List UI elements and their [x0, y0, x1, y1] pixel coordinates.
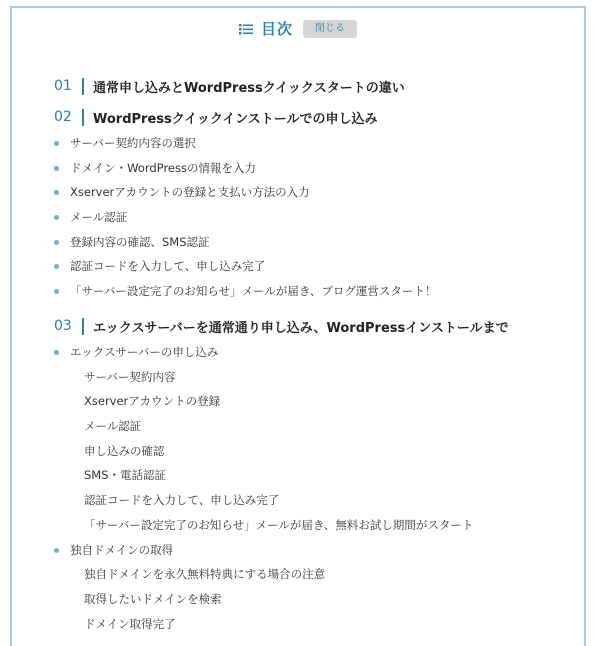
- toc-link-subitem[interactable]: 独自ドメインを永久無料特典にする場合の注意: [84, 567, 326, 582]
- sub-items: [54, 562, 509, 636]
- toc-section-01: [54, 76, 405, 96]
- section-number: 01: [54, 78, 72, 94]
- section-number: 03: [54, 318, 72, 334]
- toc-link-subitem[interactable]: 「サーバー設定完了のお知らせ」メールが届き、無料お試し期間がスタート: [84, 517, 474, 532]
- close-button[interactable]: 閉じる: [303, 20, 357, 38]
- toc-header: [12, 18, 584, 39]
- toc-link-section[interactable]: [54, 107, 436, 127]
- toc-link-section[interactable]: [54, 76, 405, 96]
- toc-link-subitem[interactable]: サーバー契約内容: [84, 369, 176, 384]
- section-divider: [82, 318, 84, 335]
- toc-link-item[interactable]: Xserverアカウントの登録と支払い方法の入力: [54, 180, 436, 205]
- section-divider: [82, 109, 84, 126]
- toc-link-item[interactable]: 登録内容の確認、SMS認証: [54, 230, 436, 255]
- toc-link-item[interactable]: 「サーバー設定完了のお知らせ」メールが届き、ブログ運営スタート！: [54, 279, 436, 304]
- toc-link-subitem[interactable]: 認証コードを入力して、申し込み完了: [84, 493, 280, 508]
- table-of-contents: [10, 6, 586, 646]
- toc-link-item[interactable]: 認証コードを入力して、申し込み完了: [54, 254, 436, 279]
- toc-link-item[interactable]: サーバー契約内容の選択: [54, 131, 436, 156]
- section-title: エックスサーバーを通常通り申し込み、WordPressインストールまで: [93, 320, 509, 336]
- section-items: [54, 340, 509, 365]
- sub-items: [54, 365, 509, 538]
- toc-link-subitem[interactable]: メール認証: [84, 419, 142, 434]
- toc-link-item[interactable]: エックスサーバーの申し込み: [54, 340, 509, 365]
- toc-link-subitem[interactable]: Xserverアカウントの登録: [84, 394, 221, 409]
- toc-link-subitem[interactable]: 取得したいドメインを検索: [84, 591, 222, 606]
- toc-link-section[interactable]: [54, 316, 509, 336]
- section-title: WordPressクイックインストールでの申し込み: [93, 111, 378, 127]
- toc-section-02: [54, 107, 436, 304]
- toc-title: 目次: [260, 20, 293, 38]
- list-icon: [239, 23, 253, 35]
- toc-section-03: [54, 316, 509, 636]
- section-number: 02: [54, 109, 72, 125]
- section-title: 通常申し込みとWordPressクイックスタートの違い: [93, 80, 405, 96]
- toc-link-item[interactable]: メール認証: [54, 205, 436, 230]
- toc-link-subitem[interactable]: SMS・電話認証: [84, 468, 167, 483]
- toc-link-item[interactable]: 独自ドメインの取得: [54, 538, 509, 563]
- toc-link-subitem[interactable]: 申し込みの確認: [84, 443, 165, 458]
- toc-link-item[interactable]: ドメイン・WordPressの情報を入力: [54, 156, 436, 181]
- toc-link-subitem[interactable]: ドメイン取得完了: [84, 616, 176, 631]
- section-items: [54, 131, 436, 304]
- section-divider: [82, 78, 84, 95]
- section-items: [54, 538, 509, 563]
